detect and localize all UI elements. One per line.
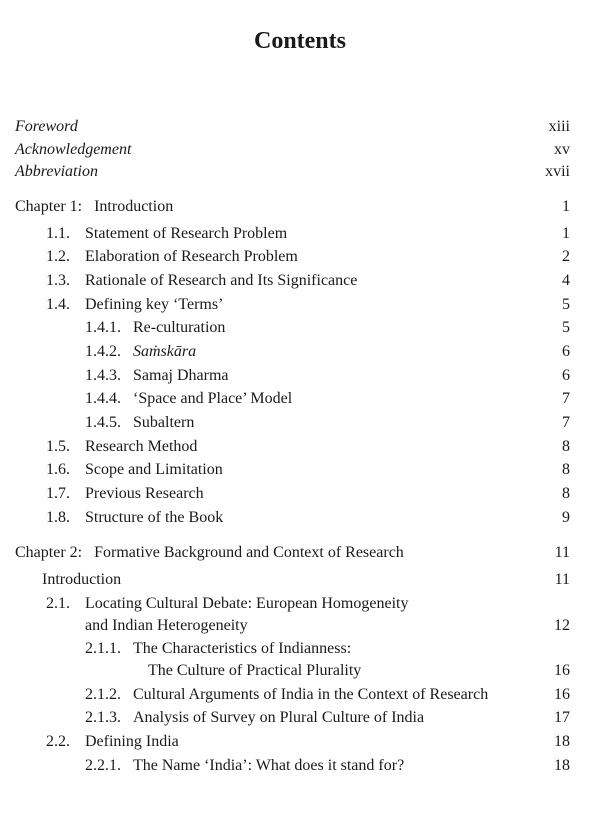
toc-page-number: 6 xyxy=(562,367,570,384)
toc-entry[interactable] xyxy=(0,638,600,684)
toc-entry[interactable] xyxy=(0,459,600,481)
toc-page-number: xv xyxy=(554,141,570,158)
section-title: Introduction xyxy=(42,571,122,588)
section-number: 2.2.1. xyxy=(85,757,121,774)
toc-page-number: 8 xyxy=(562,461,570,478)
section-title: Re-culturation xyxy=(133,319,226,336)
toc-entry[interactable] xyxy=(0,270,600,292)
section-title-line1: The Characteristics of Indianness: xyxy=(133,640,352,657)
toc-page-number: 5 xyxy=(562,319,570,336)
section-number: 2.1.1. xyxy=(85,640,121,657)
section-title-line1: Locating Cultural Debate: European Homogeneity xyxy=(85,595,409,612)
section-number: 1.8. xyxy=(46,509,70,526)
page-title: Contents xyxy=(253,28,346,54)
toc-page-number: 11 xyxy=(554,571,570,588)
section-number: 1.3. xyxy=(46,272,70,289)
toc-page-number: 12 xyxy=(554,617,570,634)
toc-entry[interactable] xyxy=(0,412,600,434)
section-title: Analysis of Survey on Plural Culture of India xyxy=(133,709,425,726)
toc-page-number: 9 xyxy=(562,509,570,526)
toc-page-number: 16 xyxy=(554,662,570,679)
toc-entry-introduction[interactable] xyxy=(0,569,600,591)
section-number: 1.4.1. xyxy=(85,319,121,336)
toc-page-number: 4 xyxy=(562,272,570,289)
toc-entry[interactable] xyxy=(0,246,600,268)
toc-entry[interactable] xyxy=(0,755,600,777)
toc-entry[interactable] xyxy=(0,436,600,458)
section-title: Defining India xyxy=(85,733,179,750)
toc-entry[interactable] xyxy=(0,294,600,316)
toc-page-number: 18 xyxy=(554,757,570,774)
section-number: 1.4.3. xyxy=(85,367,121,384)
section-number: 1.1. xyxy=(46,225,70,242)
section-number: 1.7. xyxy=(46,485,70,502)
section-number: 2.2. xyxy=(46,733,70,750)
section-number: 2.1.3. xyxy=(85,709,121,726)
chapter-heading: Chapter 2: Formative Background and Context of Research xyxy=(15,544,404,561)
toc-entry[interactable] xyxy=(0,507,600,529)
section-title: Subaltern xyxy=(133,414,195,431)
toc-page-number: 6 xyxy=(562,343,570,360)
section-number: 2.1.2. xyxy=(85,686,121,703)
toc-page-number: 16 xyxy=(554,686,570,703)
section-number: 2.1. xyxy=(46,595,70,612)
toc-entry[interactable] xyxy=(0,593,600,639)
section-number: 1.4. xyxy=(46,296,70,313)
section-title: Saṁskāra xyxy=(133,343,197,360)
chapter-heading: Chapter 1: Introduction xyxy=(15,198,174,215)
toc-page-number: 18 xyxy=(554,733,570,750)
toc-page-number: 1 xyxy=(562,198,570,215)
toc-entry[interactable] xyxy=(0,317,600,339)
section-number: 1.5. xyxy=(46,438,70,455)
toc-page-number: 7 xyxy=(562,390,570,407)
section-title: Statement of Research Problem xyxy=(85,225,288,242)
toc-entry-label: Acknowledgement xyxy=(15,141,132,158)
toc-page-number: 1 xyxy=(562,225,570,242)
toc-entry[interactable] xyxy=(0,223,600,245)
toc-entry[interactable] xyxy=(0,388,600,410)
toc-entry-abbreviation[interactable] xyxy=(0,161,600,183)
section-number: 1.4.2. xyxy=(85,343,121,360)
section-number: 1.4.4. xyxy=(85,390,121,407)
toc-page-number: 5 xyxy=(562,296,570,313)
toc-entry[interactable] xyxy=(0,684,600,706)
section-title: Scope and Limitation xyxy=(85,461,223,478)
toc-entry[interactable] xyxy=(0,341,600,363)
toc-entry-label: Foreword xyxy=(15,118,78,135)
section-title-line2: and Indian Heterogeneity xyxy=(85,617,248,634)
toc-entry[interactable] xyxy=(0,483,600,505)
toc-entry-acknowledgement[interactable] xyxy=(0,139,600,161)
section-title: Defining key ‘Terms’ xyxy=(85,296,224,313)
section-title-line2: The Culture of Practical Plurality xyxy=(148,662,362,679)
toc-page-number: 7 xyxy=(562,414,570,431)
toc-chapter-1[interactable] xyxy=(0,196,600,218)
section-title: Structure of the Book xyxy=(85,509,224,526)
section-title: Rationale of Research and Its Significance xyxy=(85,272,358,289)
toc-page-number: 11 xyxy=(554,544,570,561)
toc-chapter-2[interactable] xyxy=(0,542,600,564)
toc-page-number: 17 xyxy=(554,709,570,726)
toc-entry[interactable] xyxy=(0,365,600,387)
section-title: The Name ‘India’: What does it stand for? xyxy=(133,757,405,774)
toc-page-number: 8 xyxy=(562,438,570,455)
toc-entry-label: Abbreviation xyxy=(15,163,98,180)
section-title: Elaboration of Research Problem xyxy=(85,248,298,265)
section-number: 1.6. xyxy=(46,461,70,478)
toc-page-number: xiii xyxy=(548,118,570,135)
section-title: Cultural Arguments of India in the Context of Research xyxy=(133,686,489,703)
section-title: Research Method xyxy=(85,438,198,455)
toc-entry-foreword[interactable] xyxy=(0,116,600,138)
section-title: Previous Research xyxy=(85,485,204,502)
toc-page-number: 8 xyxy=(562,485,570,502)
toc-page-number: xvii xyxy=(545,163,570,180)
toc-page-number: 2 xyxy=(562,248,570,265)
section-number: 1.4.5. xyxy=(85,414,121,431)
toc-entry[interactable] xyxy=(0,731,600,753)
section-number: 1.2. xyxy=(46,248,70,265)
section-title: Samaj Dharma xyxy=(133,367,229,384)
toc-entry[interactable] xyxy=(0,707,600,729)
section-title: ‘Space and Place’ Model xyxy=(133,390,293,407)
